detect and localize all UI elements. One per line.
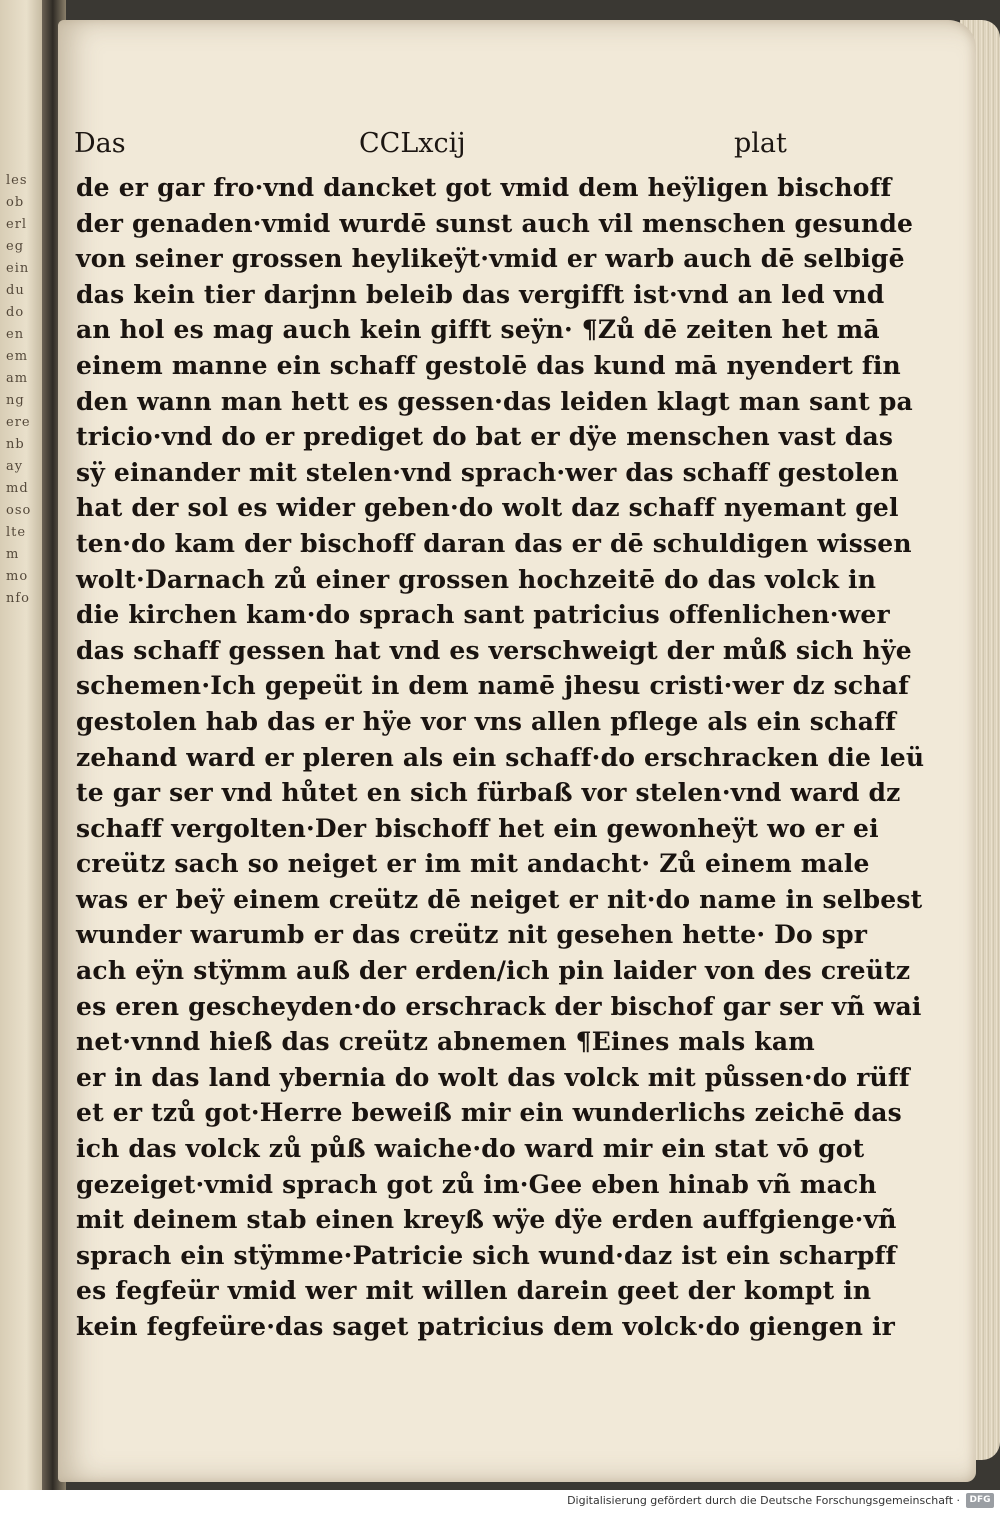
text-line: er in das land ybernia do wolt das volck mit půssen·do rüff — [76, 1062, 910, 1092]
text-line: hat der sol es wider geben·do wolt daz schaff nyemant gel — [76, 493, 899, 523]
text-line: ich das volck zů půß waiche·do ward mir ein stat vō got — [76, 1134, 865, 1164]
text-line: ten·do kam der bischoff daran das er dē schuldigen wissen — [76, 528, 912, 558]
header-left-catchword: Das — [74, 128, 126, 159]
text-line: net·vnnd hieß das creütz abnemen ¶Eines mals kam — [76, 1027, 815, 1057]
text-line: die kirchen kam·do sprach sant patricius offenlichen·wer — [76, 600, 890, 630]
body-text — [76, 170, 925, 1345]
text-line: gestolen hab das er hÿe vor vns allen pflege als ein schaff — [76, 706, 897, 736]
text-line: es fegfeür vmid wer mit willen darein geet der kompt in — [76, 1276, 872, 1306]
text-line: gezeiget·vmid sprach got zů im·Gee eben hinab vñ mach — [76, 1169, 877, 1199]
text-line: der genaden·vmid wurdē sunst auch vil menschen gesunde — [76, 208, 914, 238]
left-page-strip — [0, 0, 48, 1490]
text-line: es eren gescheyden·do erschrack der bischof gar ser vñ wai — [76, 991, 922, 1021]
text-line: tricio·vnd do er prediget do bat er dÿe menschen vast das — [76, 422, 894, 452]
text-line: sprach ein stÿmme·Patricie sich wund·daz ist ein scharpff — [76, 1240, 897, 1270]
text-line: wunder warumb er das creütz nit gesehen hette· Do spr — [76, 920, 868, 950]
header-right-word: plat — [734, 128, 787, 159]
folio-number: CCLxcij — [359, 128, 466, 159]
text-line: creütz sach so neiget er im mit andacht· Zů einem male — [76, 849, 870, 879]
digitization-credit: Digitalisierung gefördert durch die Deutsche Forschungsgemeinschaft · — [567, 1494, 960, 1507]
footer-bar — [0, 1490, 1000, 1513]
text-line: an hol es mag auch kein gifft seÿn· ¶Zů dē zeiten het mā — [76, 315, 880, 345]
text-line: sÿ einander mit stelen·vnd sprach·wer das schaff gestolen — [76, 457, 899, 487]
running-header — [74, 128, 804, 168]
text-line: das kein tier darjnn beleib das vergifft ist·vnd an led vnd — [76, 279, 885, 309]
text-line: et er tzů got·Herre beweiß mir ein wunderlichs zeichē das — [76, 1098, 902, 1128]
text-line: wolt·Darnach zů einer grossen hochzeitē do das volck in — [76, 564, 877, 594]
text-line: te gar ser vnd hůtet en sich fürbaß vor stelen·vnd ward dz — [76, 778, 901, 808]
text-line: kein fegfeüre·das saget patricius dem volck·do giengen ir — [76, 1312, 896, 1341]
text-line: schemen·Ich gepeüt in dem namē jhesu cristi·wer dz schaf — [76, 671, 910, 701]
left-page-text-fragment: lesoberlegeindudoenemamngerenbaymdosoltemmonfo — [6, 173, 32, 606]
text-line: den wann man hett es gessen·das leiden klagt man sant pa — [76, 386, 913, 416]
text-line: zehand ward er pleren als ein schaff·do erschracken die leü — [76, 742, 925, 772]
text-line: ach eÿn stÿmm auß der erden/ich pin laider von des creütz — [76, 956, 911, 986]
text-line: de er gar fro·vnd dancket got vmid dem heÿligen bischoff — [76, 173, 892, 202]
text-line: von seiner grossen heylikeÿt·vmid er warb auch dē selbigē — [76, 244, 905, 274]
text-line: was er beÿ einem creütz dē neiget er nit·do name in selbest — [76, 884, 923, 914]
text-line: einem manne ein schaff gestolē das kund mā nyendert fin — [76, 350, 901, 380]
dfg-logo: DFG — [966, 1493, 994, 1508]
text-line: das schaff gessen hat vnd es verschweigt der můß sich hÿe — [76, 635, 912, 665]
text-line: mit deinem stab einen kreyß wÿe dÿe erden auffgienge·vñ — [76, 1205, 897, 1235]
text-line: schaff vergolten·Der bischoff het ein gewonheÿt wo er ei — [76, 813, 879, 843]
